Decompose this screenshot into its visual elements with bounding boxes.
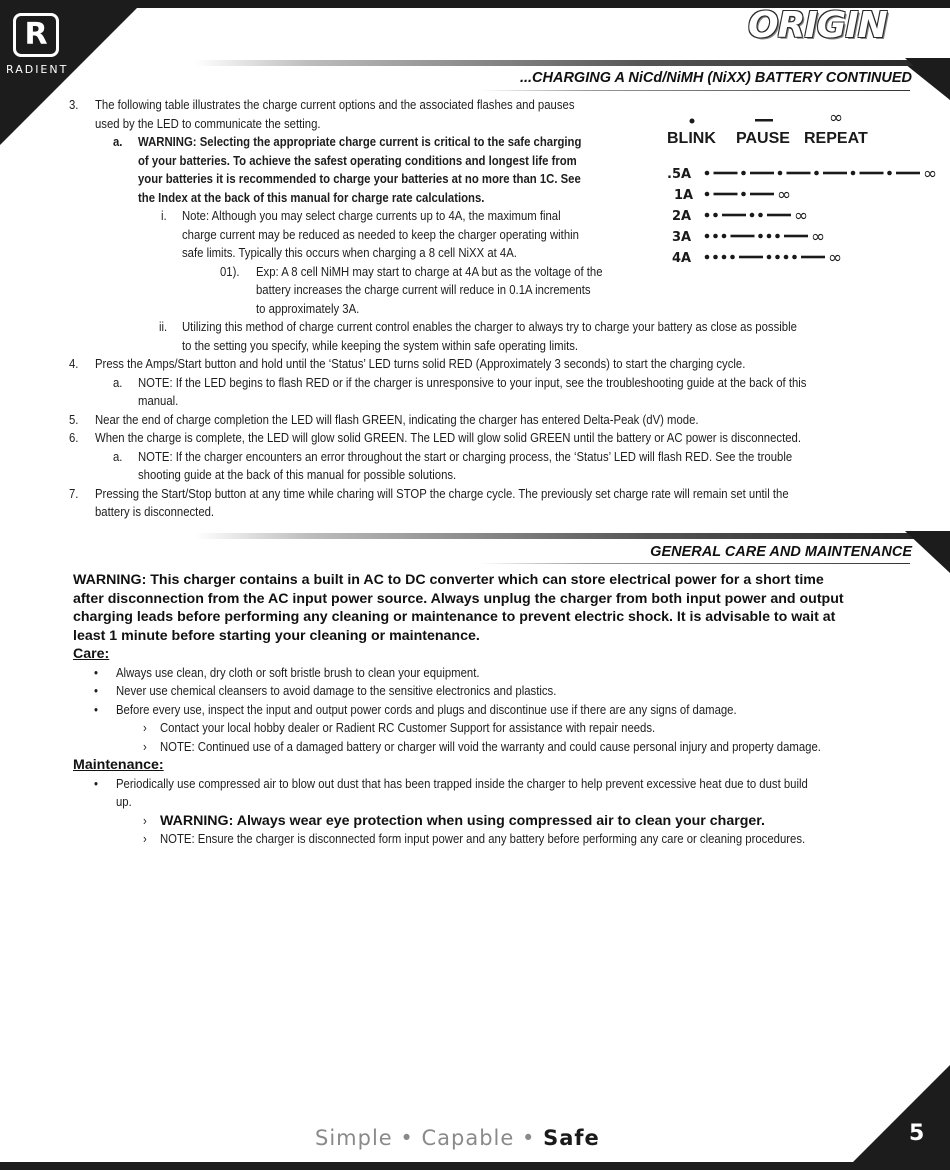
converter-warning: least 1 minute before starting your cleaning or maintenance. — [73, 627, 480, 644]
pause-dash — [860, 172, 884, 175]
legend-row-label: .5A — [667, 167, 692, 182]
legend-repeat-label: REPEAT — [804, 130, 868, 147]
pause-dash — [801, 256, 825, 259]
note-text: manual. — [138, 394, 179, 408]
blink-dot — [722, 255, 727, 260]
sub-bullet-icon: › — [143, 813, 147, 828]
maintenance-item: up. — [116, 795, 132, 809]
bullet-icon: • — [94, 684, 98, 698]
sub-item-number: i. — [161, 209, 167, 223]
blink-dot — [778, 171, 783, 176]
section-rule-1 — [195, 60, 950, 66]
maintenance-item: Periodically use compressed air to blow out dust that has been trapped inside the charger to help prevent excessive heat due to dust build — [116, 776, 808, 791]
eye-protection-warning: WARNING: Always wear eye protection when using compressed air to clean your charger. — [160, 812, 765, 829]
bullet-icon: • — [94, 776, 98, 791]
tagline-separator: • — [522, 1126, 536, 1150]
example-text: Exp: A 8 cell NiMH may start to charge at 4A but as the voltage of the — [256, 264, 603, 279]
blink-dot — [775, 255, 780, 260]
legend-row-label: 2A — [672, 209, 692, 224]
brand-name: RADIENT — [6, 63, 69, 76]
pause-dash — [896, 172, 920, 175]
charge-warning-text: the Index at the back of this manual for charge rate calculations. — [138, 190, 485, 205]
legend-blink-label: BLINK — [667, 130, 716, 147]
brand-logo-letter: R — [24, 17, 48, 52]
blink-dot — [713, 213, 718, 218]
note-text: NOTE: If the LED begins to flash RED or if the charger is unresponsive to your input, see the troubleshooting guide at the back of this — [138, 375, 807, 390]
led-legend — [660, 108, 938, 273]
charge-warning-text: of your batteries. To achieve the safest operating conditions and longest life from — [138, 153, 577, 168]
blink-dot — [767, 255, 772, 260]
care-heading: Care: — [73, 646, 110, 662]
blink-dot — [814, 171, 819, 176]
item-7-text: battery is disconnected. — [95, 505, 215, 519]
note-text: NOTE: If the charger encounters an error throughout the start or charging process, the ‘Status’ LED will flash RED. See the trouble — [138, 449, 793, 464]
product-logo: ORIGIN — [748, 5, 887, 46]
sub-item-number: 01). — [220, 264, 240, 279]
section-rule-2 — [195, 533, 950, 539]
item-number: 6. — [69, 431, 79, 445]
tagline-capable: Capable — [421, 1126, 515, 1150]
item-6-text: When the charge is complete, the LED will glow solid GREEN. The LED will glow solid GREEN until the battery or AC power is disconnected. — [95, 431, 801, 445]
pause-dash — [823, 172, 847, 175]
sub-bullet-icon: › — [143, 832, 147, 846]
blink-dot — [767, 234, 772, 239]
pause-dash — [739, 256, 763, 259]
sub-bullet-icon: › — [143, 739, 147, 754]
legend-row-label: 3A — [672, 230, 692, 245]
item-number: 3. — [69, 98, 79, 112]
blink-dot — [741, 171, 746, 176]
blink-dot — [713, 234, 718, 239]
maintenance-heading: Maintenance: — [73, 757, 164, 773]
section-underline-2 — [480, 563, 910, 564]
item-5-text: Near the end of charge completion the LED will flash GREEN, indicating the charger has entered Delta-Peak (dV) mode. — [95, 412, 699, 427]
bullet-icon: • — [94, 702, 98, 717]
repeat-icon: ∞ — [794, 206, 809, 226]
blink-dot — [722, 234, 727, 239]
care-item: Never use chemical cleansers to avoid damage to the sensitive electronics and plastics. — [116, 684, 557, 698]
blink-dot — [705, 234, 710, 239]
pause-dash — [731, 235, 755, 238]
sub-item-number: a. — [113, 375, 123, 390]
blink-dot — [851, 171, 856, 176]
blink-dot — [705, 192, 710, 197]
pause-dash — [784, 235, 808, 238]
pause-dash — [722, 214, 746, 217]
pause-dash — [787, 172, 811, 175]
item-4-text: Press the Amps/Start button and hold until the ‘Status’ LED turns solid RED (Approximately 3 seconds) to start the charging cycle. — [95, 357, 746, 371]
blink-dot — [758, 234, 763, 239]
footer-tagline — [315, 1126, 600, 1150]
maintenance-sub-item: NOTE: Ensure the charger is disconnected form input power and any battery before performing any care or cleaning procedures. — [160, 832, 806, 846]
bullet-icon: • — [94, 665, 98, 680]
tagline-separator: • — [400, 1126, 414, 1150]
footer-decoration — [0, 1060, 950, 1170]
legend-symbols — [660, 108, 905, 128]
pause-dash — [714, 172, 738, 175]
repeat-icon: ∞ — [777, 185, 792, 205]
blink-dot — [705, 255, 710, 260]
pause-dash — [750, 193, 774, 196]
care-sub-item: Contact your local hobby dealer or Radient RC Customer Support for assistance with repair needs. — [160, 721, 656, 735]
care-item: Before every use, inspect the input and output power cords and plugs and discontinue use if there are any signs of damage. — [116, 702, 737, 717]
charge-warning-text: your batteries it is recommended to charge your batteries at no more than 1C. See — [138, 172, 581, 186]
section-title-care: GENERAL CARE AND MAINTENANCE — [650, 544, 912, 560]
blink-symbol-icon — [690, 119, 695, 124]
blink-dot — [887, 171, 892, 176]
page-number: 5 — [909, 1121, 925, 1146]
converter-warning: after disconnection from the AC input power source. Always unplug the charger from both input power and output — [73, 590, 844, 607]
blink-dot — [775, 234, 780, 239]
sub-item-number: ii. — [159, 320, 168, 334]
brand-logo-icon — [13, 13, 59, 57]
sub-item-number: a. — [113, 135, 123, 149]
legend-patterns — [660, 163, 938, 273]
blink-dot — [750, 213, 755, 218]
item-number: 7. — [69, 486, 79, 501]
sub-bullet-icon: › — [143, 721, 147, 735]
converter-warning: charging leads before performing any cleaning or maintenance to prevent electric shock. It is advisable to wait at — [73, 609, 836, 625]
note-text: Note: Although you may select charge currents up to 4A, the maximum final — [182, 209, 561, 223]
blink-dot — [741, 192, 746, 197]
pause-dash — [750, 172, 774, 175]
pause-dash — [714, 193, 738, 196]
blink-dot — [792, 255, 797, 260]
item-7-text: Pressing the Start/Stop button at any time while charing will STOP the charge cycle. The previously set charge rate will remain set until the — [95, 486, 789, 501]
legend-row-label: 4A — [672, 251, 692, 266]
item-3-text: The following table illustrates the charge current options and the associated flashes and pauses — [95, 98, 575, 112]
item-number: 5. — [69, 412, 79, 427]
pause-dash — [767, 214, 791, 217]
note-text: safe limits. Typically this occurs when charging a 8 cell NiXX at 4A. — [182, 246, 517, 260]
sub-item-number: a. — [113, 449, 123, 464]
pause-symbol-icon — [755, 119, 773, 122]
repeat-symbol-icon: ∞ — [829, 108, 844, 128]
section-underline-1 — [480, 90, 910, 91]
care-sub-item: NOTE: Continued use of a damaged battery or charger will void the warranty and could cause personal injury and property damage. — [160, 739, 821, 754]
section-title-charging: ...CHARGING A NiCd/NiMH (NiXX) BATTERY CONTINUED — [519, 70, 912, 86]
example-text: to approximately 3A. — [256, 301, 360, 316]
charge-warning-text: WARNING: Selecting the appropriate charge current is critical to the safe charging — [138, 135, 582, 149]
legend-pause-label: PAUSE — [736, 130, 790, 147]
blink-dot — [705, 171, 710, 176]
tagline-safe: Safe — [543, 1126, 600, 1150]
blink-dot — [784, 255, 789, 260]
blink-dot — [730, 255, 735, 260]
converter-warning: WARNING: This charger contains a built in AC to DC converter which can store electrical power for a short time — [73, 572, 824, 588]
note-text: to the setting you specify, while keeping the system within safe operating limits. — [182, 338, 579, 353]
repeat-icon: ∞ — [828, 248, 843, 268]
item-3-text: used by the LED to communicate the setting. — [95, 116, 321, 131]
legend-row-label: 1A — [674, 188, 694, 203]
blink-dot — [705, 213, 710, 218]
care-item: Always use clean, dry cloth or soft bristle brush to clean your equipment. — [116, 665, 480, 680]
blink-dot — [758, 213, 763, 218]
example-text: battery increases the charge current will reduce in 0.1A increments — [256, 283, 591, 297]
item-number: 4. — [69, 357, 79, 371]
tagline-simple: Simple — [315, 1126, 393, 1150]
note-text: charge current may be reduced as needed to keep the charger operating within — [182, 227, 579, 242]
repeat-icon: ∞ — [811, 227, 826, 247]
repeat-icon: ∞ — [923, 164, 938, 184]
note-text: shooting guide at the back of this manual for possible solutions. — [138, 468, 457, 482]
note-text: Utilizing this method of charge current control enables the charger to always try to charge your battery as close as possible — [182, 320, 797, 334]
blink-dot — [713, 255, 718, 260]
